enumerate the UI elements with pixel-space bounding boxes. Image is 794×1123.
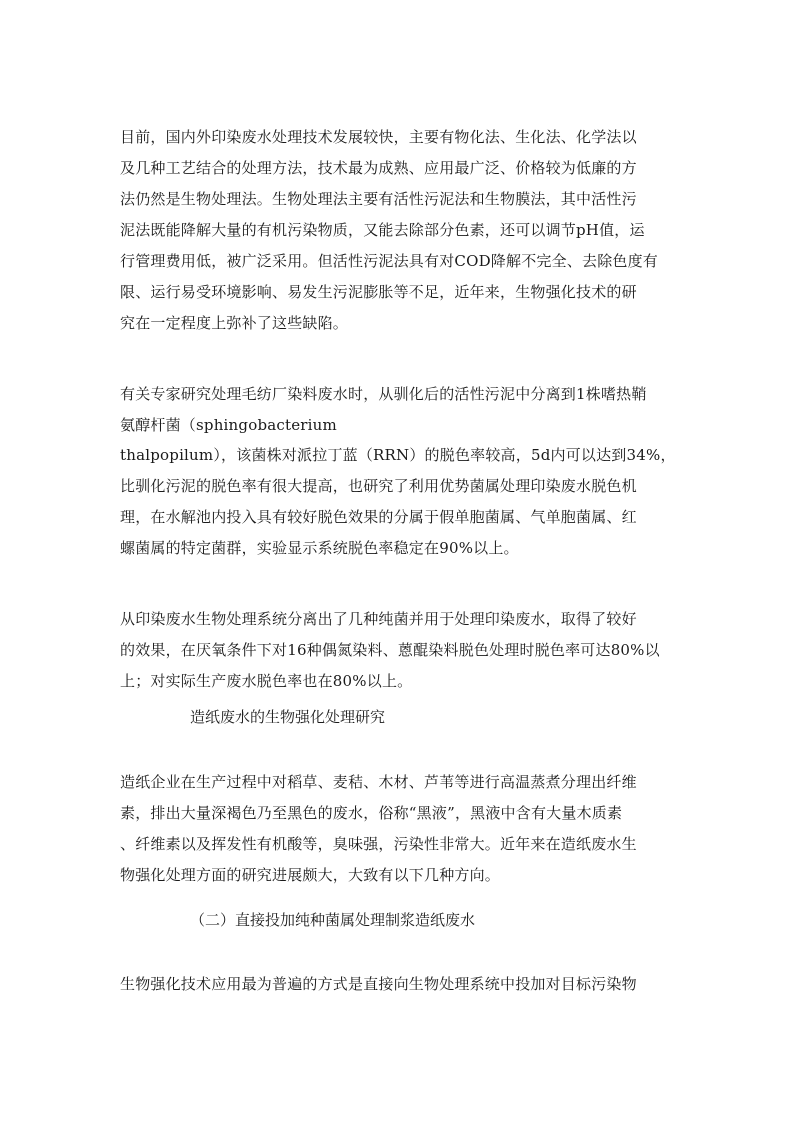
text-line: 氨醇杆菌（sphingobacterium bbox=[120, 416, 337, 434]
text-line: 理，在水解池内投入具有较好脱色效果的分属于假单胞菌属、气单胞菌属、红 bbox=[120, 508, 637, 526]
text-line: 泥法既能降解大量的有机污染物质，又能去除部分色素，还可以调节pH值，运 bbox=[120, 221, 645, 239]
text-line: 目前，国内外印染废水处理技术发展较快，主要有物化法、生化法、化学法以 bbox=[120, 128, 637, 146]
text-line: 上；对实际生产废水脱色率也在80%以上。 bbox=[120, 672, 413, 690]
text-line: 生物强化技术应用最为普遍的方式是直接向生物处理系统中投加对目标污染物 bbox=[120, 975, 637, 993]
text-line: 及几种工艺结合的处理方法，技术最为成熟、应用最广泛、价格较为低廉的方 bbox=[120, 159, 637, 177]
text-line: 物强化处理方面的研究进展颇大，大致有以下几种方向。 bbox=[120, 866, 501, 884]
text-line: 的效果，在厌氧条件下对16种偶氮染料、蒽醌染料脱色处理时脱色率可达80%以 bbox=[120, 641, 660, 659]
paragraph-bioaugmentation-method bbox=[120, 969, 680, 1000]
text-line: 究在一定程度上弥补了这些缺陷。 bbox=[120, 314, 349, 332]
paragraph-pure-strain-isolation bbox=[120, 604, 680, 697]
paragraph-expert-research bbox=[120, 379, 680, 564]
text-line: 素，排出大量深褐色乃至黑色的废水，俗称“黑液”，黑液中含有大量木质素 bbox=[120, 804, 623, 822]
text-line: 螺菌属的特定菌群，实验显示系统脱色率稳定在90%以上。 bbox=[120, 539, 519, 557]
text-line: 比驯化污泥的脱色率有很大提高，也研究了利用优势菌属处理印染废水脱色机 bbox=[120, 477, 637, 495]
subsection-heading: （二）直接投加纯种菌属处理制浆造纸废水 bbox=[190, 911, 476, 929]
text-line: 造纸企业在生产过程中对稻草、麦秸、木材、芦苇等进行高温蒸煮分理出纤维 bbox=[120, 773, 637, 791]
text-line: 从印染废水生物处理系统分离出了几种纯菌并用于处理印染废水，取得了较好 bbox=[120, 610, 637, 628]
text-line: 法仍然是生物处理法。生物处理法主要有活性污泥法和生物膜法，其中活性污 bbox=[120, 190, 637, 208]
text-line: thalpopilum），该菌株对派拉丁蓝（RRN）的脱色率较高，5d内可以达到34%， bbox=[120, 446, 676, 464]
paragraph-paper-wastewater bbox=[120, 767, 680, 891]
text-line: 有关专家研究处理毛纺厂染料废水时，从驯化后的活性污泥中分离到1株嗜热鞘 bbox=[120, 385, 647, 403]
section-heading: 造纸废水的生物强化处理研究 bbox=[190, 708, 386, 726]
text-line: 限、运行易受环境影响、易发生污泥膨胀等不足，近年来，生物强化技术的研 bbox=[120, 283, 637, 301]
paragraph-dyeing-wastewater-overview bbox=[120, 122, 680, 339]
text-line: 、纤维素以及挥发性有机酸等，臭味强，污染性非常大。近年来在造纸废水生 bbox=[120, 835, 637, 853]
text-line: 行管理费用低，被广泛采用。但活性污泥法具有对COD降解不完全、去除色度有 bbox=[120, 252, 659, 270]
